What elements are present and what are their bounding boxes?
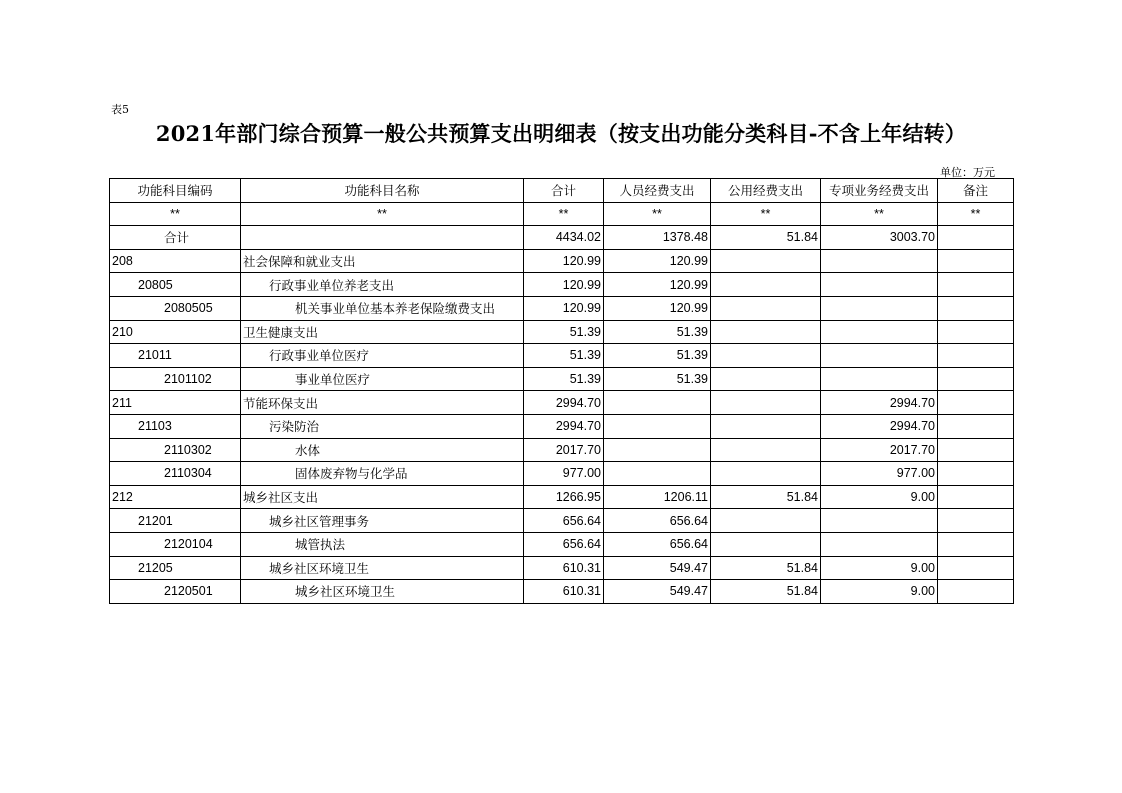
row-special: 2994.70 [821,414,938,438]
row-remark [938,414,1014,438]
row-total: 51.39 [524,320,604,344]
row-total: 120.99 [524,249,604,273]
row-total: 51.39 [524,367,604,391]
row-special [821,509,938,533]
row-name: 水体 [241,438,524,462]
row-name: 城管执法 [241,532,524,556]
row-total: 120.99 [524,296,604,320]
row-personnel: 120.99 [604,249,711,273]
table-row [110,532,1014,556]
table-row [110,320,1014,344]
row-code: 21205 [110,556,241,580]
row-public [711,414,821,438]
row-code: 21201 [110,509,241,533]
row-code: 2120501 [110,580,241,604]
row-special [821,367,938,391]
table-row [110,391,1014,415]
table-row [110,344,1014,368]
row-personnel: 656.64 [604,532,711,556]
header-personnel: 人员经费支出 [604,179,711,203]
row-total: 120.99 [524,273,604,297]
row-name: 行政事业单位医疗 [241,344,524,368]
row-remark [938,438,1014,462]
row-name: 事业单位医疗 [241,367,524,391]
header-remark: 备注 [938,179,1014,203]
row-code: 208 [110,249,241,273]
row-remark [938,320,1014,344]
header-name: 功能科目名称 [241,179,524,203]
row-name: 污染防治 [241,414,524,438]
row-name: 城乡社区环境卫生 [241,556,524,580]
row-total: 2994.70 [524,414,604,438]
row-total: 2017.70 [524,438,604,462]
row-total: 656.64 [524,532,604,556]
row-special [821,532,938,556]
row-name: 固体废弃物与化学品 [241,462,524,486]
table-row [110,367,1014,391]
total-label: 合计 [110,226,241,250]
row-public: 51.84 [711,485,821,509]
header-code: 功能科目编码 [110,179,241,203]
total-row [110,226,1014,250]
table-row [110,485,1014,509]
row-public [711,273,821,297]
row-special: 9.00 [821,580,938,604]
stars-row [110,202,1014,226]
row-remark [938,391,1014,415]
row-personnel [604,414,711,438]
row-public [711,344,821,368]
row-public: 51.84 [711,580,821,604]
row-code: 2080505 [110,296,241,320]
row-total: 610.31 [524,556,604,580]
row-personnel: 51.39 [604,320,711,344]
table-row [110,556,1014,580]
header-row [110,179,1014,203]
row-public [711,391,821,415]
row-total: 656.64 [524,509,604,533]
row-special: 977.00 [821,462,938,486]
stars-cell: ** [711,202,821,226]
table-row [110,580,1014,604]
row-code: 210 [110,320,241,344]
row-remark [938,273,1014,297]
row-remark [938,580,1014,604]
row-public [711,320,821,344]
row-personnel: 120.99 [604,273,711,297]
row-public [711,438,821,462]
row-remark [938,296,1014,320]
row-public [711,249,821,273]
row-special: 2017.70 [821,438,938,462]
header-special: 专项业务经费支出 [821,179,938,203]
stars-cell: ** [821,202,938,226]
row-total: 2994.70 [524,391,604,415]
row-personnel [604,438,711,462]
total-name-cell [241,226,524,250]
row-special [821,249,938,273]
row-personnel: 656.64 [604,509,711,533]
row-total: 51.39 [524,344,604,368]
budget-table [109,178,1014,604]
header-total: 合计 [524,179,604,203]
table-row [110,296,1014,320]
row-special [821,296,938,320]
row-remark [938,509,1014,533]
row-name: 城乡社区环境卫生 [241,580,524,604]
row-code: 2110302 [110,438,241,462]
total-remark [938,226,1014,250]
row-personnel: 549.47 [604,580,711,604]
row-remark [938,249,1014,273]
row-personnel: 549.47 [604,556,711,580]
row-personnel: 1206.11 [604,485,711,509]
stars-cell: ** [110,202,241,226]
row-name: 节能环保支出 [241,391,524,415]
row-code: 21011 [110,344,241,368]
row-public [711,462,821,486]
row-personnel: 51.39 [604,344,711,368]
row-personnel [604,391,711,415]
row-code: 2101102 [110,367,241,391]
row-special: 9.00 [821,556,938,580]
row-personnel: 120.99 [604,296,711,320]
total-public: 51.84 [711,226,821,250]
row-remark [938,556,1014,580]
stars-cell: ** [241,202,524,226]
row-public [711,367,821,391]
row-total: 610.31 [524,580,604,604]
row-code: 212 [110,485,241,509]
row-code: 211 [110,391,241,415]
row-total: 1266.95 [524,485,604,509]
row-name: 社会保障和就业支出 [241,249,524,273]
row-name: 城乡社区管理事务 [241,509,524,533]
table-row [110,414,1014,438]
page-title: 2021年部门综合预算一般公共预算支出明细表（按支出功能分类科目-不含上年结转） [155,121,967,146]
stars-cell: ** [938,202,1014,226]
row-total: 977.00 [524,462,604,486]
unit-label: 单位：万元 [940,166,995,179]
row-public: 51.84 [711,556,821,580]
table-row [110,462,1014,486]
total-amount: 4434.02 [524,226,604,250]
row-public [711,509,821,533]
table-row [110,509,1014,533]
row-personnel: 51.39 [604,367,711,391]
stars-cell: ** [604,202,711,226]
table-row [110,249,1014,273]
row-code: 20805 [110,273,241,297]
row-personnel [604,462,711,486]
row-special: 2994.70 [821,391,938,415]
row-special [821,273,938,297]
row-name: 城乡社区支出 [241,485,524,509]
row-code: 2110304 [110,462,241,486]
row-remark [938,344,1014,368]
row-remark [938,462,1014,486]
header-public: 公用经费支出 [711,179,821,203]
row-name: 机关事业单位基本养老保险缴费支出 [241,296,524,320]
row-special: 9.00 [821,485,938,509]
row-name: 卫生健康支出 [241,320,524,344]
row-special [821,344,938,368]
table-row [110,438,1014,462]
row-special [821,320,938,344]
total-personnel: 1378.48 [604,226,711,250]
row-remark [938,532,1014,556]
row-name: 行政事业单位养老支出 [241,273,524,297]
row-public [711,532,821,556]
row-code: 2120104 [110,532,241,556]
row-public [711,296,821,320]
row-remark [938,367,1014,391]
table-row [110,273,1014,297]
row-remark [938,485,1014,509]
total-special: 3003.70 [821,226,938,250]
row-code: 21103 [110,414,241,438]
stars-cell: ** [524,202,604,226]
table-number-label: 表5 [111,103,129,116]
